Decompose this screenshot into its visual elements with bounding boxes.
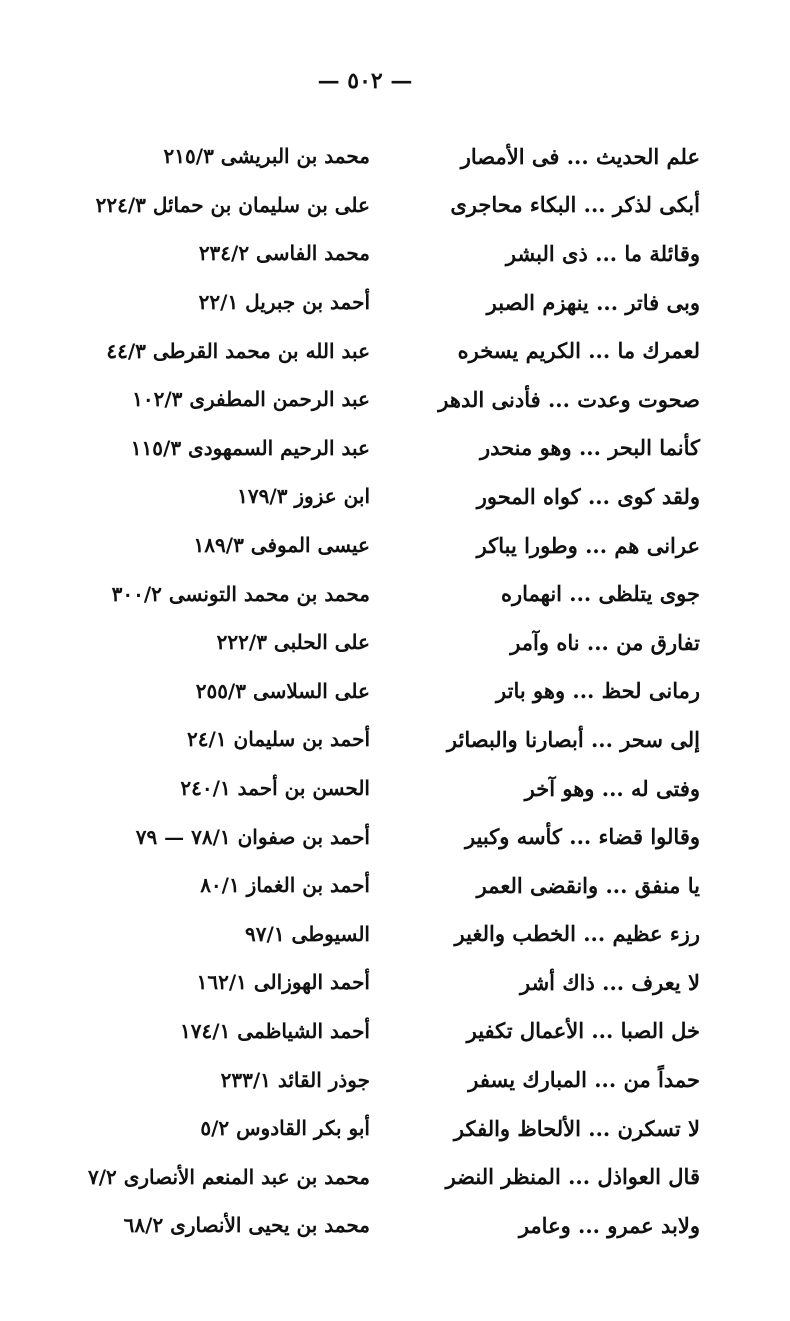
source-reference: عيسى الموفى ١٨٩/٣ (193, 533, 370, 558)
verse-text: رمانى لحظ ... وهو باتر (496, 678, 700, 704)
source-reference: أحمد بن جبريل ٢٢/١ (198, 290, 370, 315)
index-row (60, 569, 700, 618)
verse-text: علم الحديث ... فى الأمصار (460, 143, 700, 169)
index-row (60, 958, 700, 1007)
source-reference: أحمد بن سليمان ٢٤/١ (187, 727, 370, 752)
verse-text: لا يعرف ... ذاك أشر (520, 969, 700, 995)
source-reference: جوذر القائد ٢٣٣/١ (220, 1067, 370, 1092)
index-row (60, 910, 700, 959)
index-row (60, 229, 700, 278)
source-reference: أحمد بن صفوان ٧٨/١ — ٧٩ (135, 824, 370, 849)
source-reference: محمد بن يحيى الأنصارى ٦٨/٢ (123, 1213, 370, 1238)
verse-text: وقائلة ما ... ذى البشر (505, 240, 700, 266)
index-row (60, 1007, 700, 1056)
index-row (60, 326, 700, 375)
index-row (60, 521, 700, 570)
index-row (60, 1055, 700, 1104)
index-row (60, 861, 700, 910)
source-reference: ابن عزوز ١٧٩/٣ (237, 484, 370, 509)
index-row (60, 424, 700, 473)
verse-text: لا تسكرن ... الألحاظ والفكر (453, 1115, 700, 1141)
index-row (60, 472, 700, 521)
index-row (60, 1104, 700, 1153)
source-reference: عبد الرحمن المطفرى ١٠٢/٣ (132, 387, 370, 412)
source-reference: محمد الفاسى ٢٣٤/٢ (198, 241, 370, 266)
index-row (60, 132, 700, 181)
source-reference: على الحلبى ٢٢٢/٣ (216, 630, 370, 655)
source-reference: أحمد بن الغماز ٨٠/١ (200, 873, 370, 898)
source-reference: السيوطى ٩٧/١ (245, 921, 370, 946)
index-row (60, 812, 700, 861)
verse-text: وقالوا قضاء ... كأسه وكبير (464, 824, 700, 850)
index-row (60, 181, 700, 230)
index-row (60, 667, 700, 716)
index-row (60, 618, 700, 667)
verse-text: قال العواذل ... المنظر النضر (445, 1164, 700, 1190)
source-reference: أحمد الهوزالى ١٦٢/١ (196, 970, 370, 995)
verse-text: صحوت وعدت ... فأدنى الدهر (438, 386, 700, 412)
index-row (60, 715, 700, 764)
verse-text: أبكى لذكر ... البكاء محاجرى (450, 192, 700, 218)
source-reference: على السلاسى ٢٥٥/٣ (195, 678, 370, 703)
source-reference: أحمد الشياظمى ١٧٤/١ (180, 1018, 370, 1043)
verse-text: ولابد عمرو ... وعامر (518, 1212, 700, 1238)
source-reference: الحسن بن أحمد ٢٤٠/١ (180, 776, 370, 801)
verse-text: تفارق من ... ناه وآمر (510, 629, 700, 655)
index-row (60, 764, 700, 813)
verse-text: عرانى هم ... وطورا يباكر (476, 532, 700, 558)
source-reference: عبد الرحيم السمهودى ١١٥/٣ (130, 435, 370, 460)
source-reference: محمد بن عبد المنعم الأنصارى ٧/٢ (87, 1164, 370, 1189)
verse-text: جوى يتلظى ... انهماره (500, 581, 700, 607)
verse-text: وفتى له ... وهو آخر (524, 775, 700, 801)
verse-text: كأنما البحر ... وهو منحدر (479, 435, 700, 461)
verse-text: حمداً من ... المبارك يسفر (468, 1067, 700, 1093)
source-reference: محمد بن البريشى ٢١٥/٣ (163, 144, 370, 169)
index-row (60, 278, 700, 327)
verse-text: وبى فاتر ... ينهزم الصبر (486, 289, 700, 315)
index-row (60, 1201, 700, 1250)
source-reference: على بن سليمان بن حمائل ٢٢٤/٣ (95, 192, 370, 217)
verse-text: ولقد كوى ... كواه المحور (476, 483, 700, 509)
index-list (60, 132, 700, 1250)
index-row (60, 375, 700, 424)
verse-text: خل الصبا ... الأعمال تكفير (466, 1018, 700, 1044)
verse-text: يا منفق ... وانقضى العمر (476, 872, 700, 898)
verse-text: لعمرك ما ... الكريم يسخره (457, 338, 700, 364)
index-row (60, 1152, 700, 1201)
verse-text: إلى سحر ... أبصارنا والبصائر (446, 726, 700, 752)
source-reference: محمد بن محمد التونسى ٣٠٠/٢ (111, 581, 370, 606)
source-reference: عبد الله بن محمد القرطى ٤٤/٣ (106, 338, 370, 363)
page-number: — ٥٠٢ — (317, 68, 413, 94)
source-reference: أبو بكر القادوس ٥/٢ (200, 1116, 370, 1141)
verse-text: رزء عظيم ... الخطب والغير (454, 921, 700, 947)
